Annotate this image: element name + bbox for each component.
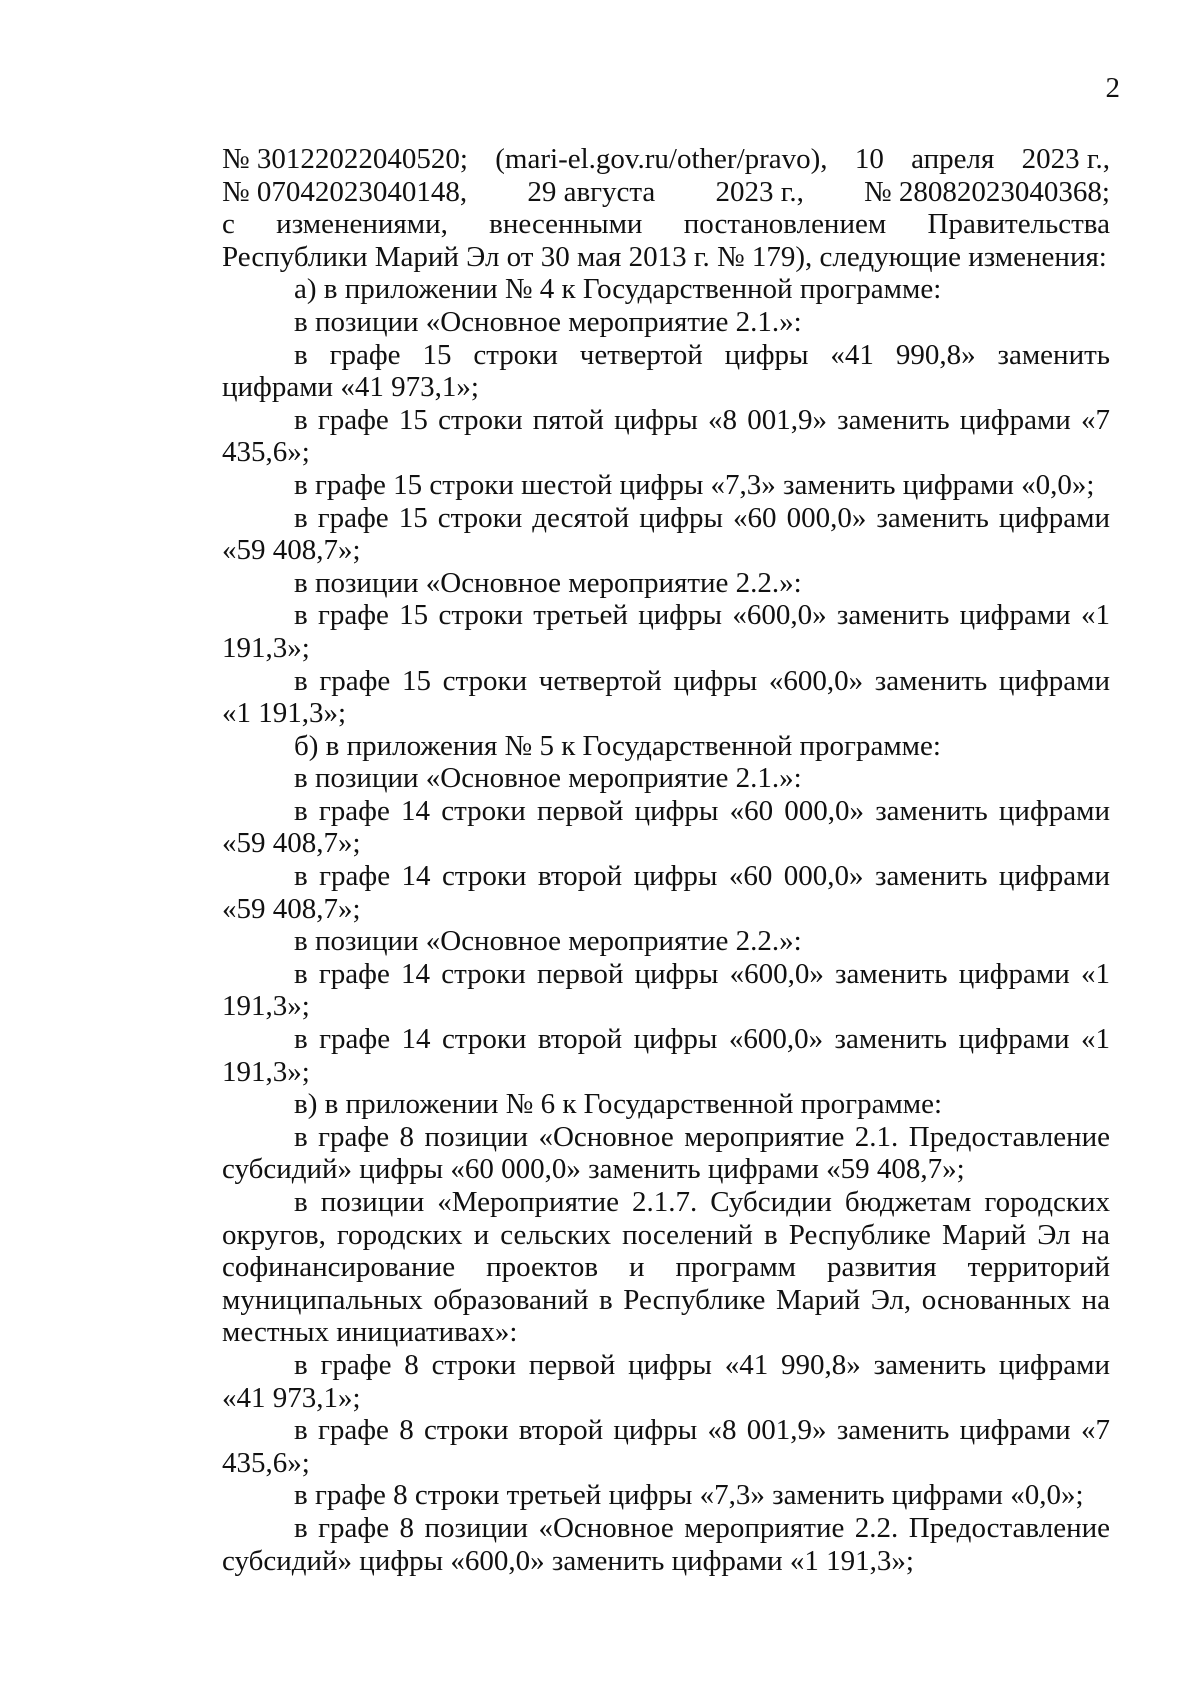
paragraph: в позиции «Мероприятие 2.1.7. Субсидии бюджетам городских округов, городских и сельских поселений в Республике Марий Эл на софинансирование проектов и программ развития территорий муниципальных образований в Республике Марий Эл, основанных на местных инициативах»:: [222, 1186, 1110, 1349]
paragraph-list: [222, 208, 1110, 1577]
paragraph: а) в приложении № 4 к Государственной программе:: [294, 273, 942, 306]
header-row-2-cell: 29 августа: [527, 175, 656, 208]
header-row-1-cell: апреля: [911, 143, 995, 175]
header-row-1-cell: № 30122022040520;: [222, 143, 468, 175]
paragraph: в графе 15 строки четвертой цифры «41 990,8» заменить цифрами «41 973,1»;: [222, 338, 1110, 404]
page-number: 2: [1105, 72, 1120, 104]
paragraph: в графе 14 строки первой цифры «60 000,0» заменить цифрами «59 408,7»;: [222, 794, 1110, 860]
header-row-1-cell: (mari-el.gov.ru/other/pravo),: [495, 143, 828, 175]
paragraph: в графе 15 строки пятой цифры «8 001,9» заменить цифрами «7 435,6»;: [222, 403, 1110, 469]
paragraph: с изменениями, внесенными постановлением Правительства Республики Марий Эл от 30 мая 2013 г. № 179), следующие изменения:: [222, 208, 1110, 273]
paragraph: в графе 8 позиции «Основное мероприятие 2.2. Предоставление субсидий» цифры «600,0» заменить цифрами «1 191,3»;: [222, 1511, 1110, 1577]
document-body: [222, 143, 1110, 1577]
paragraph: в позиции «Основное мероприятие 2.1.»:: [294, 305, 802, 338]
paragraph: в графе 15 строки третьей цифры «600,0» заменить цифрами «1 191,3»;: [222, 599, 1110, 664]
paragraph: в графе 15 строки десятой цифры «60 000,0» заменить цифрами «59 408,7»;: [222, 501, 1110, 567]
paragraph: б) в приложения № 5 к Государственной программе:: [294, 729, 941, 762]
paragraph: в позиции «Основное мероприятие 2.2.»:: [294, 925, 802, 958]
paragraph: в графе 8 строки третьей цифры «7,3» заменить цифрами «0,0»;: [294, 1479, 1084, 1512]
paragraph: в графе 15 строки шестой цифры «7,3» заменить цифрами «0,0»;: [294, 468, 1095, 501]
header-row-2-cell: № 28082023040368;: [864, 175, 1110, 208]
paragraph: в графе 8 строки второй цифры «8 001,9» заменить цифрами «7 435,6»;: [222, 1414, 1110, 1479]
paragraph: в графе 14 строки первой цифры «600,0» заменить цифрами «1 191,3»;: [222, 957, 1110, 1023]
paragraph: в позиции «Основное мероприятие 2.2.»:: [294, 566, 802, 599]
paragraph: в графе 8 строки первой цифры «41 990,8» заменить цифрами «41 973,1»;: [222, 1348, 1110, 1414]
paragraph: в позиции «Основное мероприятие 2.1.»:: [294, 762, 802, 795]
header-row-2-cell: № 07042023040148,: [222, 175, 468, 208]
paragraph: в графе 8 позиции «Основное мероприятие 2.1. Предоставление субсидий» цифры «60 000,0» заменить цифрами «59 408,7»;: [222, 1120, 1110, 1186]
header-row-1-cell: 10: [854, 143, 884, 175]
paragraph: в) в приложении № 6 к Государственной программе:: [294, 1088, 943, 1121]
header-row-2-cell: 2023 г.,: [715, 175, 804, 208]
paragraph: в графе 15 строки четвертой цифры «600,0» заменить цифрами «1 191,3»;: [222, 664, 1110, 730]
header-row-2: [222, 176, 1110, 209]
header-row-1: [222, 143, 1110, 176]
header-row-1-cell: 2023 г.,: [1021, 143, 1110, 175]
paragraph: в графе 14 строки второй цифры «600,0» заменить цифрами «1 191,3»;: [222, 1023, 1110, 1088]
paragraph: в графе 14 строки второй цифры «60 000,0» заменить цифрами «59 408,7»;: [222, 860, 1110, 925]
